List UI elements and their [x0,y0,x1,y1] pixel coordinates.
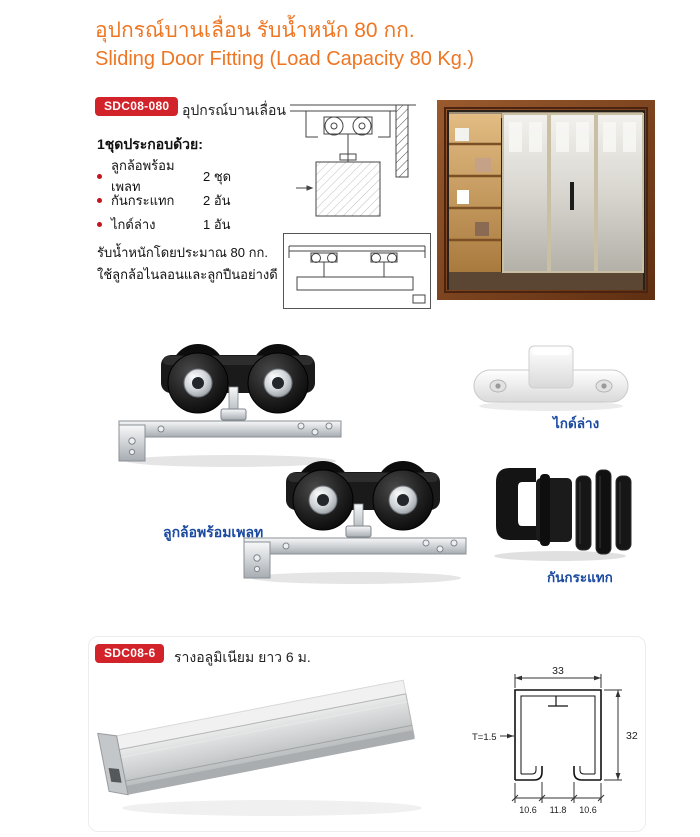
bullet-icon [97,198,102,203]
roller-wheel [168,353,228,413]
product-name: อุปกรณ์บานเลื่อน [182,102,286,118]
roller-wheel [373,470,433,530]
dim-height-right: 32 [626,730,638,742]
guide-photo [466,338,636,413]
track-name: รางอลูมิเนียม ยาว 6 ม. [174,649,311,665]
wardrobe-sliding-doors [503,114,643,272]
component-label: ไกด์ล่าง [111,216,156,232]
component-qty: 2 อัน [203,192,231,208]
wardrobe-shelves [449,114,501,272]
dim-bottom-center: 11.8 [549,805,567,815]
component-label: ลูกล้อพร้อมเพลท [111,158,175,194]
kit-header: 1ชุดประกอบด้วย: [97,136,203,152]
guide-label: ไกด์ล่าง [553,416,600,431]
component-qty: 2 ชุด [203,168,232,184]
roller-photo-2 [228,442,478,587]
wardrobe-photo [437,100,655,300]
component-qty: 1 อัน [203,216,231,232]
note-material: ใช้ลูกล้อไนลอนและลูกปืนอย่างดี [97,267,278,282]
track-code-badge: SDC08-6 [95,644,164,663]
dim-bottom-left: 10.6 [519,805,537,815]
dim-thickness: T=1.5 [472,732,497,743]
cross-section-drawing [470,662,648,822]
component-row [97,188,297,212]
profile-outline [515,690,601,780]
track-sideview-diagram [283,233,431,309]
product-code-badge: SDC08-080 [95,97,178,116]
component-row [97,212,297,236]
dim-width-top: 33 [552,665,564,677]
bullet-icon [97,174,102,179]
roller-label: ลูกล้อพร้อมเพลท [163,524,264,540]
track-photo [92,658,440,828]
component-row [97,158,297,194]
roller-wheel [248,353,308,413]
dim-bottom-right: 10.6 [579,805,597,815]
page-title-thai: อุปกรณ์บานเลื่อน รับน้ำหนัก 80 กก. [95,19,415,42]
stopper-photo [480,446,640,564]
bullet-icon [97,222,102,227]
note-load: รับน้ำหนักโดยประมาณ 80 กก. [97,245,268,260]
stopper-label: กันกระแทก [547,570,613,585]
page-title-english: Sliding Door Fitting (Load Capacity 80 Kg.) [95,48,475,70]
installation-diagram [276,96,430,228]
component-label: กันกระแทก [111,192,175,208]
aluminium-rail [98,674,415,798]
kit-contents [97,134,297,236]
roller-wheel [293,470,353,530]
mounting-plate [244,538,466,578]
dimension-lines [500,674,622,803]
